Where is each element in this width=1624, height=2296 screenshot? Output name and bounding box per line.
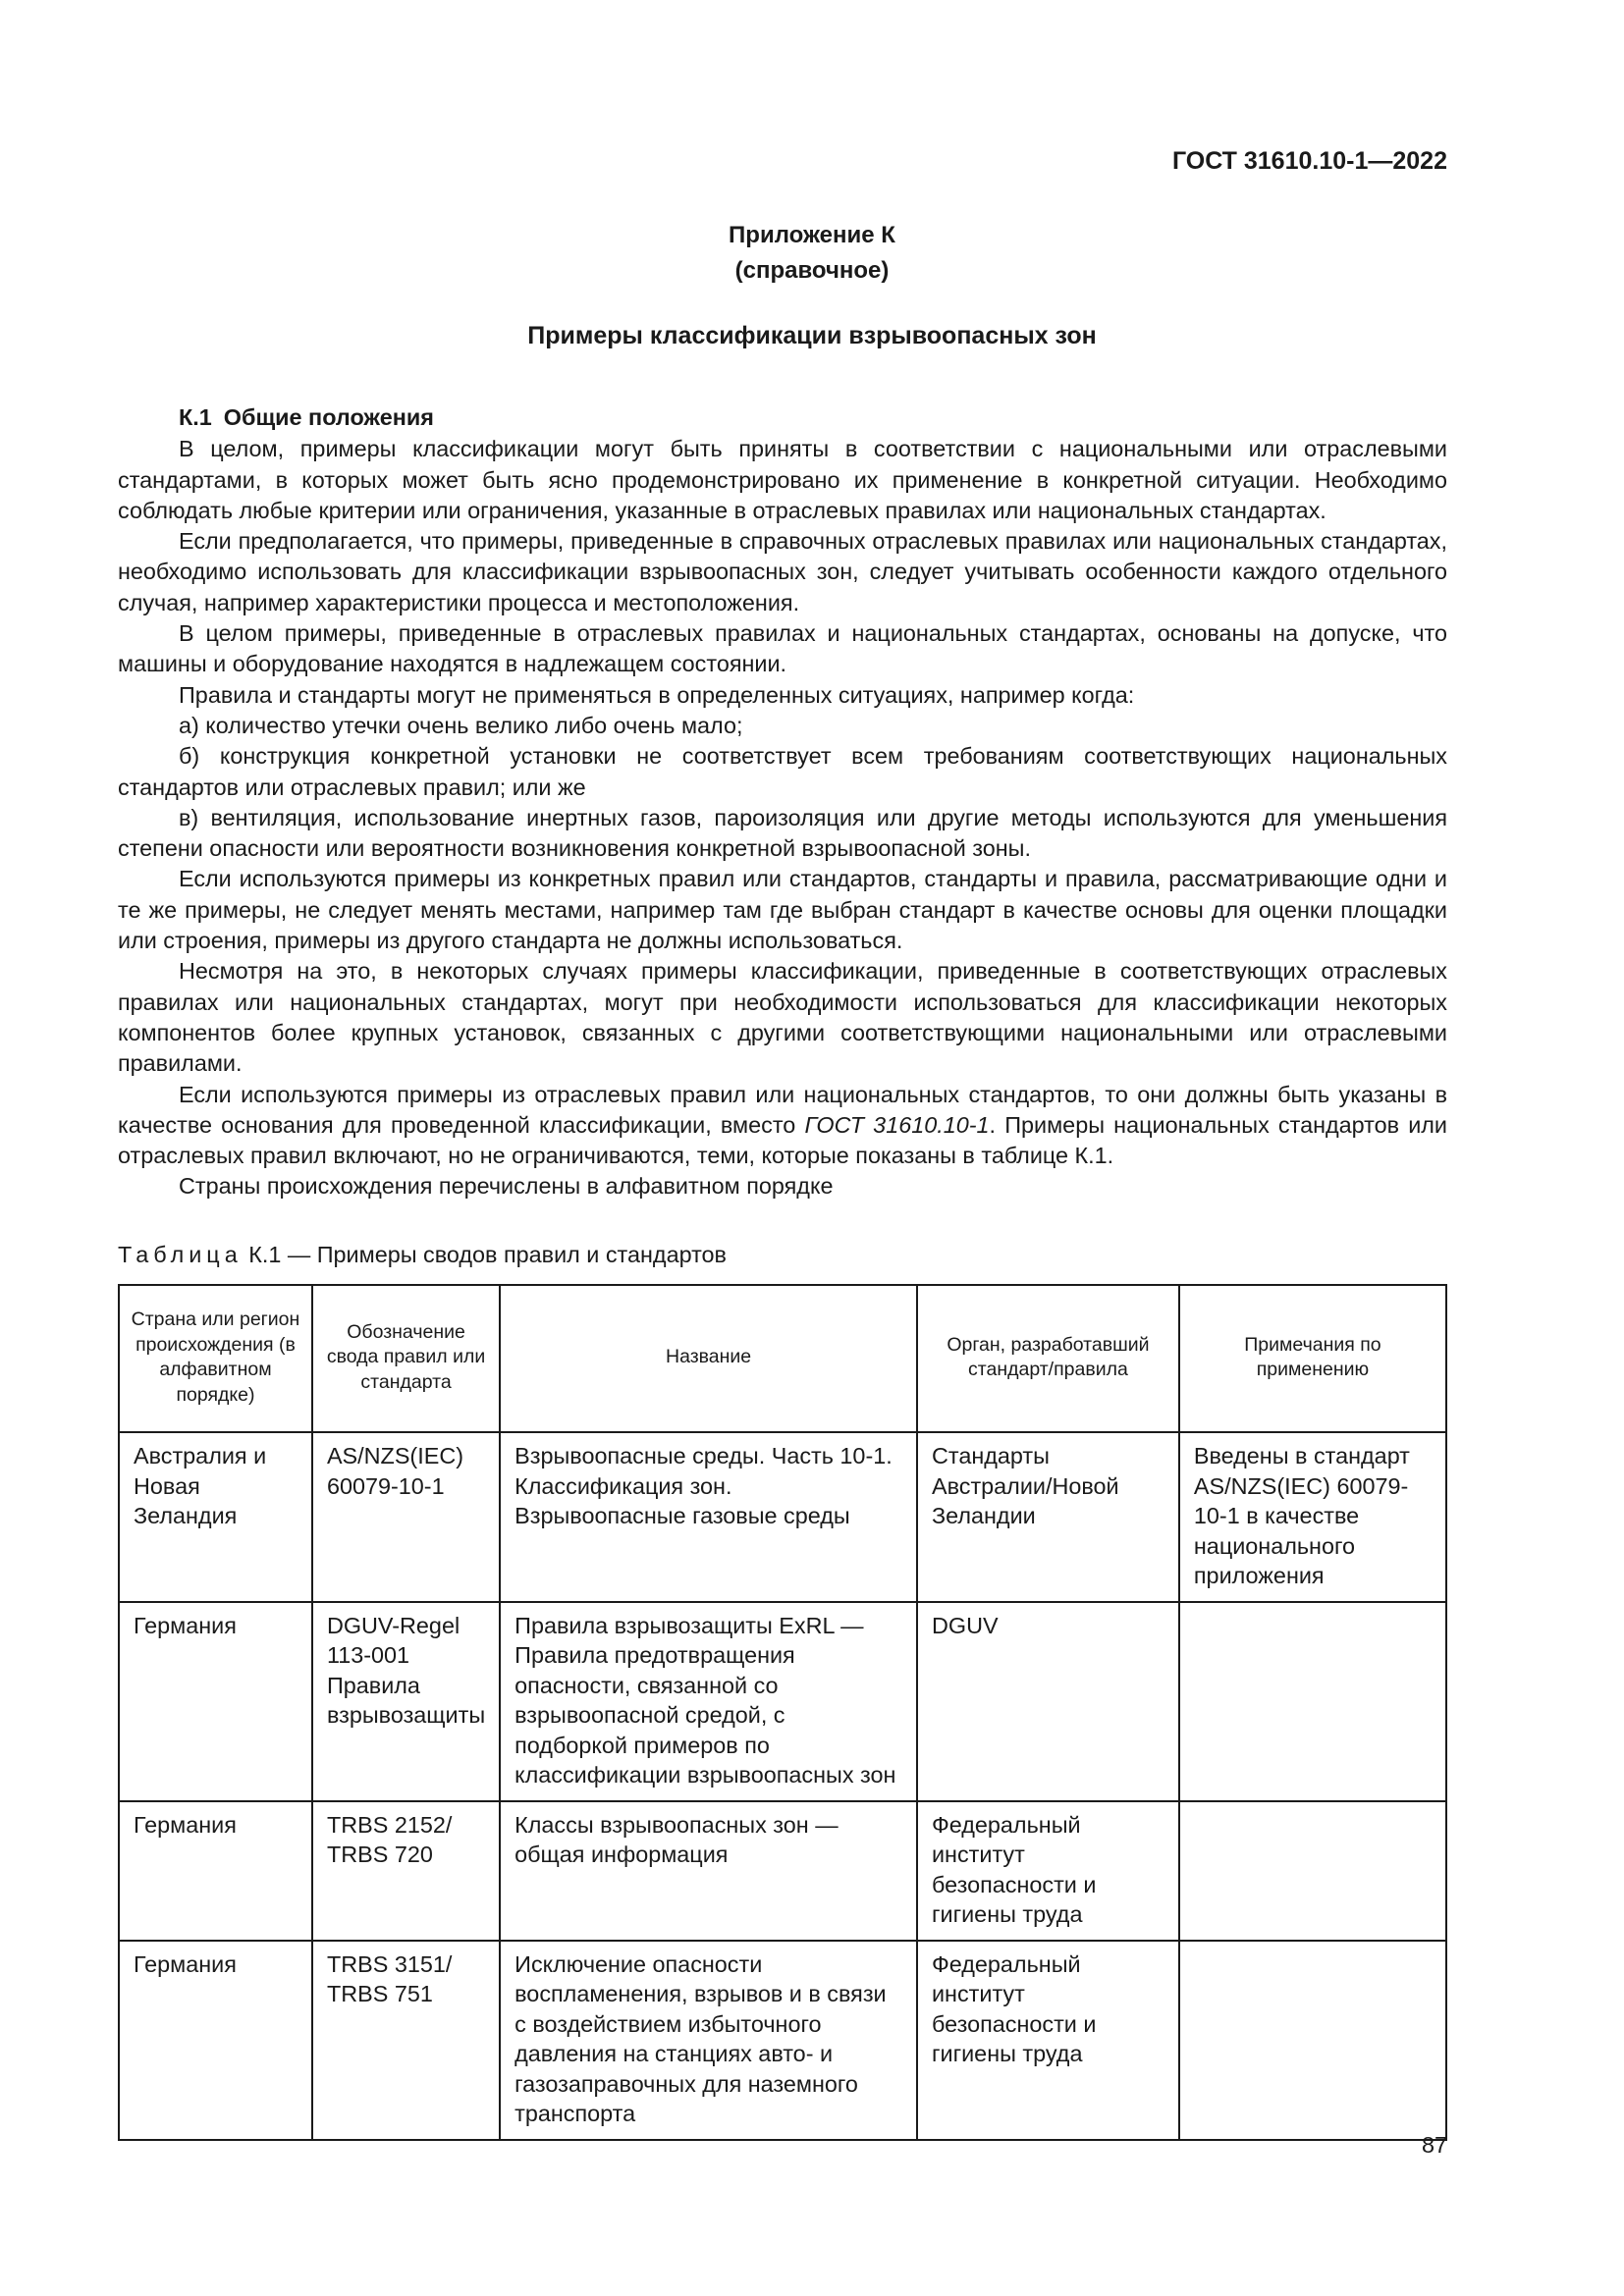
paragraph: Правила и стандарты могут не применяться в определенных ситуациях, например когда: — [179, 681, 1135, 708]
cell-name: Взрывоопасные среды. Часть 10-1. Классификация зон. Взрывоопасные газовые среды — [500, 1432, 917, 1602]
standards-table — [118, 1284, 1447, 2141]
paragraph-text: . Примеры национальных стандартов или отраслевых правил включают, но не ограничиваются, теми, которые показаны в таблице К.1. — [118, 1111, 1447, 1169]
section-title-text: Общие положения — [223, 404, 434, 430]
table-row — [119, 1941, 1446, 2140]
table-row — [119, 1602, 1446, 1801]
cell-body: Федеральный институт безопасности и гигиены труда — [917, 1801, 1179, 1941]
cell-notes: Введены в стандарт AS/NZS(IEC) 60079-10-1 в качестве национального приложения — [1179, 1432, 1446, 1602]
paragraph: Если предполагается, что примеры, приведенные в справочных отраслевых правилах или национальных стандартах, необходимо использовать для классификации взрывоопасных зон, следует учитывать особенности каждого отдельного случая, например характеристики процесса и местоположения. — [118, 528, 1447, 615]
paragraph: В целом, примеры классификации могут быть приняты в соответствии с национальными или отраслевыми стандартами, в которых может быть ясно продемонстрировано их применение в конкретной ситуации. Необходимо соблюдать любые критерии или ограничения, указанные в отраслевых правилах или национальных стандартах. — [118, 436, 1447, 523]
header-body: Орган, разработавший стандарт/правила — [917, 1285, 1179, 1432]
cell-country: Германия — [119, 1941, 312, 2140]
cell-name: Правила взрывозащиты ExRL — Правила предотвращения опасности, связанной со взрывоопасной средой, с подборкой примеров по классификации взрывоопасных зон — [500, 1602, 917, 1801]
cell-notes — [1179, 1801, 1446, 1941]
header-notes: Примечания по применению — [1179, 1285, 1446, 1432]
paragraph-text: Если используются примеры из отраслевых правил или национальных стандартов, то они должны быть указаны в качестве основания для проведенной классификации, вместо — [118, 1081, 1447, 1138]
cell-country: Австралия и Новая Зеландия — [119, 1432, 312, 1602]
cell-country: Германия — [119, 1602, 312, 1801]
list-item: б) конструкция конкретной установки не соответствует всем требованиям соответствующих национальных стандартов или отраслевых правил; или же — [118, 743, 1447, 800]
cell-body: DGUV — [917, 1602, 1179, 1801]
paragraph: Несмотря на это, в некоторых случаях примеры классификации, приведенные в соответствующих отраслевых правилах или национальных стандартах, могут при необходимости использоваться для классификации некоторых компонентов более крупных установок, связанных с другими соответствующими национальными или отраслевыми правилами. — [118, 958, 1447, 1077]
section-title — [118, 402, 1447, 433]
cell-designation: TRBS 2152/ TRBS 720 — [312, 1801, 500, 1941]
table-caption — [118, 1242, 727, 1268]
header-designation: Обозначение свода правил или стандарта — [312, 1285, 500, 1432]
table-header-row — [119, 1285, 1446, 1432]
header-name: Название — [500, 1285, 917, 1432]
cell-designation: TRBS 3151/ TRBS 751 — [312, 1941, 500, 2140]
annex-type: (справочное) — [734, 257, 890, 284]
table-row — [119, 1432, 1446, 1602]
table-caption-text: К.1 — Примеры сводов правил и стандартов — [242, 1242, 727, 1267]
annex-heading: Примеры классификации взрывоопасных зон — [527, 322, 1097, 349]
cell-name: Исключение опасности воспламенения, взрывов и в связи с воздействием избыточного давления на станциях авто- и газозаправочных для наземного транспорта — [500, 1941, 917, 2140]
paragraph-with-reference — [118, 1080, 1447, 1172]
table-row — [119, 1801, 1446, 1941]
cell-notes — [1179, 1941, 1446, 2140]
cell-country: Германия — [119, 1801, 312, 1941]
body-text — [118, 402, 1447, 1202]
header-country: Страна или регион происхождения (в алфавитном порядке) — [119, 1285, 312, 1432]
paragraph: В целом примеры, приведенные в отраслевых правилах и национальных стандартах, основаны на допуске, что машины и оборудование находятся в надлежащем состоянии. — [118, 620, 1447, 677]
cell-body: Федеральный институт безопасности и гигиены труда — [917, 1941, 1179, 2140]
annex-title: Приложение К — [729, 222, 895, 248]
standard-code: ГОСТ 31610.10-1—2022 — [1171, 147, 1447, 175]
table-caption-label: Таблица — [118, 1242, 243, 1267]
standard-reference: ГОСТ 31610.10-1 — [804, 1111, 990, 1138]
cell-name: Классы взрывоопасных зон — общая информация — [500, 1801, 917, 1941]
list-item: в) вентиляция, использование инертных газов, пароизоляция или другие методы используются для уменьшения степени опасности или вероятности возникновения конкретной взрывоопасной зоны. — [118, 804, 1447, 862]
cell-designation: AS/NZS(IEC) 60079-10-1 — [312, 1432, 500, 1602]
page-number: 87 — [1421, 2132, 1447, 2158]
cell-notes — [1179, 1602, 1446, 1801]
cell-designation: DGUV-Regel 113-001 Правила взрывозащиты — [312, 1602, 500, 1801]
section-number: К.1 — [179, 404, 212, 430]
cell-body: Стандарты Австралии/Новой Зеландии — [917, 1432, 1179, 1602]
paragraph: Если используются примеры из конкретных правил или стандартов, стандарты и правила, рассматривающие одни и те же примеры, не следует менять местами, например там где выбран стандарт в качестве основы для оценки площадки или строения, примеры из другого стандарта не должны использоваться. — [118, 866, 1447, 954]
list-item: а) количество утечки очень велико либо очень мало; — [179, 712, 743, 738]
paragraph: Страны происхождения перечислены в алфавитном порядке — [179, 1173, 834, 1200]
